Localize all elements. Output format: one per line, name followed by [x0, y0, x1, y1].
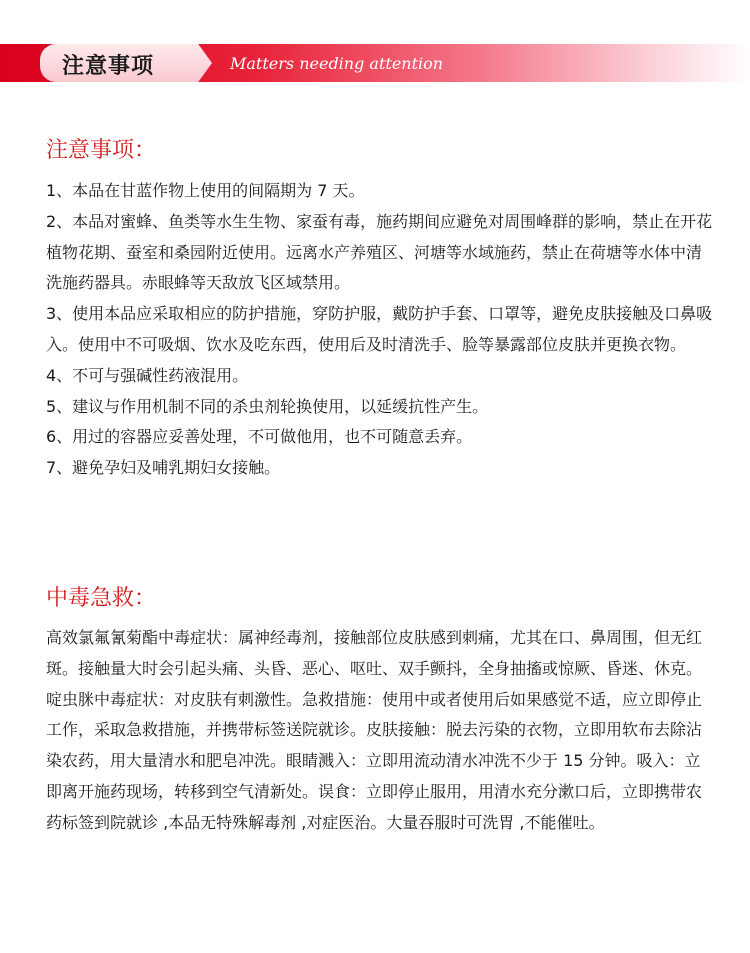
- banner-title: 注意事项: [62, 54, 155, 79]
- precautions-list: [46, 176, 714, 484]
- list-item: 1、本品在甘蓝作物上使用的间隔期为 7 天。: [46, 181, 365, 200]
- list-item: 7、避免孕妇及哺乳期妇女接触。: [46, 458, 281, 478]
- list-item: 6、用过的容器应妥善处理，不可做他用，也不可随意丢弃。: [46, 427, 473, 447]
- first-aid-heading: 中毒急救：: [46, 586, 157, 611]
- list-item: 3、使用本品应采取相应的防护措施，穿防护服，戴防护手套、口罩等，避免皮肤接触及口鼻吸入。使用中不可吸烟、饮水及吃东西，使用后及时清洗手、脸等暴露部位皮肤并更换衣物。: [46, 304, 713, 354]
- list-item: 5、建议与作用机制不同的杀虫剂轮换使用，以延缓抗性产生。: [46, 396, 489, 416]
- poisoning-paragraph: 啶虫脒中毒症状：对皮肤有刺激性。急救措施：使用中或者使用后如果感觉不适，应立即停止工作，采取急救措施，并携带标签送院就诊。皮肤接触：脱去污染的衣物，立即用软布去除沾染农药，用大量清水和肥皂冲洗。眼睛溅入：立即用流动清水冲洗不少于 15 分钟。吸入：立即离开施药现场，转移到空气清新处。误食：立即停止服用，用清水充分漱口后，立即携带农药标签到院就诊 ,本品无特殊解毒剂 ,对症医治。大量吞服时可洗胃 ,不能催吐。: [46, 689, 703, 832]
- list-item: 4、不可与强碱性药液混用。: [46, 365, 249, 385]
- banner-subtitle: Matters needing attention: [230, 54, 444, 73]
- precautions-heading: 注意事项：: [46, 138, 157, 163]
- poisoning-paragraph: 高效氯氟氰菊酯中毒症状：属神经毒剂，接触部位皮肤感到刺痛，尤其在口、鼻周围，但无红斑。接触量大时会引起头痛、头昏、恶心、呕吐、双手颤抖，全身抽搐或惊厥、昏迷、休克。: [46, 628, 703, 678]
- list-item: 2、本品对蜜蜂、鱼类等水生生物、家蚕有毒，施药期间应避免对周围峰群的影响，禁止在开花植物花期、蚕室和桑园附近使用。远离水产养殖区、河塘等水域施药，禁止在荷塘等水体中清洗施药器具。赤眼蜂等天敌放飞区域禁用。: [46, 211, 713, 293]
- first-aid-body: [46, 623, 714, 839]
